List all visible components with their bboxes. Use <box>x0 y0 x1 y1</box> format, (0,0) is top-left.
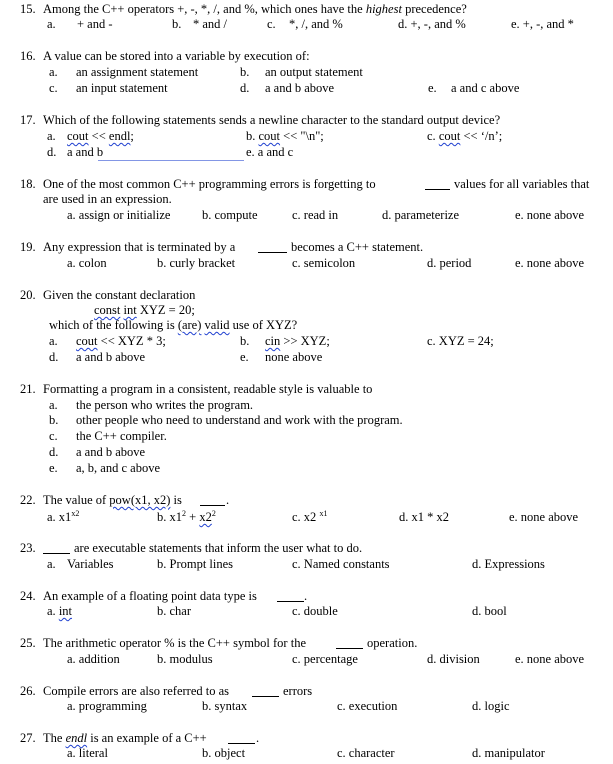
q21-option-d: a and b above <box>76 445 146 459</box>
q16-option-e-label: e. <box>428 81 437 95</box>
q15-stem: Among the C++ operators +, -, *, /, and %, which ones have the highest precedence? <box>43 2 467 16</box>
q26-answer-blank <box>252 696 279 697</box>
q21-stem: Formatting a program in a consistent, readable style is valuable to <box>43 382 373 396</box>
q22-stem: The value of pow(x1, x2) is <box>43 493 182 507</box>
q26-option-b: b. syntax <box>202 699 248 713</box>
q22-option-a: a. $x1^{x2}$ <box>47 509 80 524</box>
q24-answer-blank <box>277 601 304 602</box>
q20-option-c: c. XYZ = 24; <box>427 334 494 348</box>
q17-option-e: e. a and c <box>246 145 294 159</box>
q15-option-d: d. +, -, and % <box>398 17 466 31</box>
q16-option-d: a and b above <box>265 81 335 95</box>
q19-number: 19. <box>20 240 36 254</box>
q19-option-a: a. colon <box>67 256 107 270</box>
q17-option-d: a and b <box>67 145 104 159</box>
q16-option-e: a and c above <box>451 81 520 95</box>
q22-stem-end: . <box>226 493 230 507</box>
q18-number: 18. <box>20 177 36 191</box>
q15-option-c: *, /, and % <box>289 17 343 31</box>
q22-option-e: e. none above <box>509 510 579 524</box>
q20-option-a: cout << XYZ * 3; <box>76 334 166 348</box>
q16-option-b: an output statement <box>265 65 363 79</box>
q17-option-c: c. cout << ‘/n’; <box>427 129 503 143</box>
q16-option-c: an input statement <box>76 81 168 95</box>
q21-option-a-label: a. <box>49 398 58 412</box>
q18-option-b: b. compute <box>202 208 258 222</box>
q19-stem-start: Any expression that is terminated by a <box>43 240 236 254</box>
q18-option-a: a. assign or initialize <box>67 208 171 222</box>
q18-answer-blank <box>425 189 450 190</box>
q24-stem: An example of a floating point data type is <box>43 589 257 603</box>
q18-option-c: c. read in <box>292 208 339 222</box>
q20-stem: Given the constant declaration <box>43 288 196 302</box>
q25-stem-start: The arithmetic operator % is the C++ symbol for the <box>43 636 306 650</box>
q27-option-c: c. character <box>337 746 395 760</box>
q16-option-a: an assignment statement <box>76 65 199 79</box>
q18-stem-cont: are used in an expression. <box>43 192 172 206</box>
q19-option-e: e. none above <box>515 256 585 270</box>
q22-option-c: c. x2 $^{x1}$ <box>292 509 328 524</box>
q26-stem-end: errors <box>283 684 313 698</box>
q19-option-c: c. semicolon <box>292 256 356 270</box>
q27-stem-end: . <box>256 731 260 745</box>
q27-stem: The endl is an example of a C++ <box>43 731 207 745</box>
q26-option-d: d. logic <box>472 699 510 713</box>
q20-option-a-label: a. <box>49 334 58 348</box>
q24-option-c: c. double <box>292 604 338 618</box>
q24-option-d: d. bool <box>472 604 507 618</box>
q17-option-a-label: a. <box>47 129 56 143</box>
q23-answer-blank <box>43 553 70 554</box>
q20-option-b: cin >> XYZ; <box>265 334 330 348</box>
q21-number: 21. <box>20 382 36 396</box>
q16-stem: A value can be stored into a variable by execution of: <box>43 49 310 63</box>
q18-stem-end: values for all variables that <box>454 177 590 191</box>
q15-option-e: e. +, -, and * <box>511 17 574 31</box>
q20-constant-declaration: const int XYZ = 20; <box>94 303 195 317</box>
q25-number: 25. <box>20 636 36 650</box>
q23-number: 23. <box>20 541 36 555</box>
q27-option-a: a. literal <box>67 746 108 760</box>
q17-option-a: cout << endl; <box>67 129 134 143</box>
q17-underline-mark <box>98 160 244 161</box>
q17-number: 17. <box>20 113 36 127</box>
q20-option-d-label: d. <box>49 350 59 364</box>
q25-stem-end: operation. <box>367 636 418 650</box>
q26-option-c: c. execution <box>337 699 398 713</box>
q17-stem: Which of the following statements sends a newline character to the standard output device? <box>43 113 501 127</box>
q16-number: 16. <box>20 49 36 63</box>
q21-option-a: the person who writes the program. <box>76 398 254 412</box>
q25-option-c: c. percentage <box>292 652 358 666</box>
q19-stem-end: becomes a C++ statement. <box>291 240 424 254</box>
q25-option-a: a. addition <box>67 652 120 666</box>
q27-answer-blank <box>228 743 255 744</box>
q26-number: 26. <box>20 684 36 698</box>
q25-answer-blank <box>336 648 363 649</box>
q23-option-d: d. Expressions <box>472 557 545 571</box>
q19-answer-blank <box>258 252 287 253</box>
q21-option-c-label: c. <box>49 429 58 443</box>
q19-option-b: b. curly bracket <box>157 256 236 270</box>
q27-option-b: b. object <box>202 746 246 760</box>
q22-option-d: d. x1 * x2 <box>399 510 449 524</box>
q24-number: 24. <box>20 589 36 603</box>
q15-option-b: * and / <box>193 17 228 31</box>
q15-option-a-label: a. <box>47 17 56 31</box>
q24-option-b: b. char <box>157 604 192 618</box>
q18-option-e: e. none above <box>515 208 585 222</box>
q26-option-a: a. programming <box>67 699 147 713</box>
q15-option-a: + and - <box>77 17 113 31</box>
q17-option-d-label: d. <box>47 145 57 159</box>
q25-option-d: d. division <box>427 652 480 666</box>
q16-option-a-label: a. <box>49 65 58 79</box>
q23-stem: are executable statements that inform the user what to do. <box>74 541 363 555</box>
q23-option-c: c. Named constants <box>292 557 390 571</box>
q22-number: 22. <box>20 493 36 507</box>
q20-stem-2: which of the following is (are) valid use of XYZ? <box>49 318 298 332</box>
q23-option-a-label: a. <box>47 557 56 571</box>
q16-option-c-label: c. <box>49 81 58 95</box>
q25-option-b: b. modulus <box>157 652 213 666</box>
q15-number: 15. <box>20 2 36 16</box>
q24-stem-end: . <box>304 589 308 603</box>
q18-stem-start: One of the most common C++ programming errors is forgetting to <box>43 177 376 191</box>
q17-option-b: b. cout << "\n"; <box>246 129 324 143</box>
q20-option-b-label: b. <box>240 334 250 348</box>
q21-option-d-label: d. <box>49 445 59 459</box>
q16-option-d-label: d. <box>240 81 250 95</box>
q24-option-a: a. int <box>47 604 73 618</box>
q23-option-b: b. Prompt lines <box>157 557 234 571</box>
q21-option-e-label: e. <box>49 461 58 475</box>
q27-number: 27. <box>20 731 36 745</box>
q15-option-b-label: b. <box>172 17 182 31</box>
q23-option-a: Variables <box>67 557 114 571</box>
q25-option-e: e. none above <box>515 652 585 666</box>
q20-number: 20. <box>20 288 36 302</box>
q19-option-d: d. period <box>427 256 472 270</box>
q22-option-b: b. $x1^2 + x2^2$ <box>157 509 216 524</box>
q20-option-e-label: e. <box>240 350 249 364</box>
q26-stem-start: Compile errors are also referred to as <box>43 684 230 698</box>
q15-option-c-label: c. <box>267 17 276 31</box>
q20-option-e: none above <box>265 350 323 364</box>
q21-option-b-label: b. <box>49 413 59 427</box>
q21-option-c: the C++ compiler. <box>76 429 167 443</box>
q27-option-d: d. manipulator <box>472 746 545 760</box>
q21-option-b: other people who need to understand and work with the program. <box>76 413 403 427</box>
q20-option-d: a and b above <box>76 350 146 364</box>
q16-option-b-label: b. <box>240 65 250 79</box>
q18-option-d: d. parameterize <box>382 208 460 222</box>
q21-option-e: a, b, and c above <box>76 461 160 475</box>
q22-answer-blank <box>200 505 225 506</box>
